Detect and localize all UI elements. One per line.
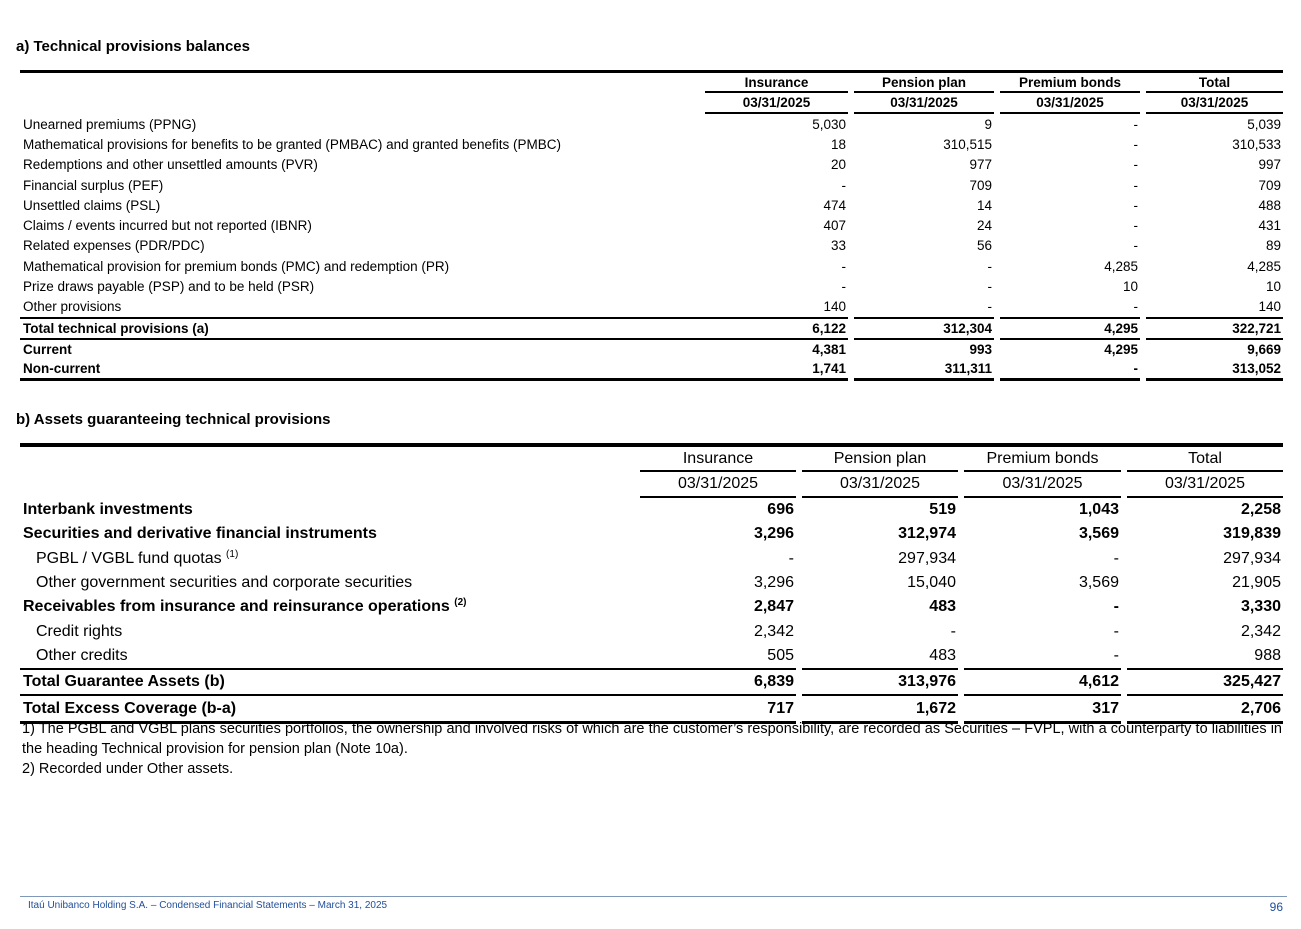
value-cell: 3,296 <box>753 574 794 592</box>
table-row <box>20 338 1283 359</box>
value-cell: 325,427 <box>1127 668 1283 694</box>
footer-divider <box>20 896 1287 897</box>
value-cell: 56 <box>976 238 992 254</box>
row-label <box>20 155 705 175</box>
footnote: 2) Recorded under Other assets. <box>22 761 234 777</box>
value-cell: 3,569 <box>1078 525 1119 543</box>
value-cell: 3,296 <box>753 525 794 543</box>
row-label-text: Claims / events incurred but not reported (IBNR) <box>23 218 312 234</box>
row-label-text: Total technical provisions (a) <box>23 320 209 336</box>
table-date-row <box>20 472 1283 498</box>
value-cell: 10 <box>1122 279 1138 295</box>
value-cell: 519 <box>929 501 956 519</box>
row-label <box>20 571 640 595</box>
table-header-row <box>20 73 1283 93</box>
value-cell: - <box>1133 218 1138 234</box>
table-row <box>20 134 1283 154</box>
value-cell: 297,934 <box>898 549 956 567</box>
footnotes <box>22 719 1282 779</box>
table-row <box>20 195 1283 215</box>
value-cell: - <box>987 258 992 274</box>
value-cell: 5,039 <box>1247 116 1281 132</box>
table-row <box>20 297 1283 317</box>
row-label <box>20 547 640 571</box>
value-cell: - <box>841 177 846 193</box>
row-label-text: Non-current <box>23 360 101 376</box>
row-label-text: Redemptions and other unsettled amounts (PVR) <box>23 157 318 173</box>
footnote-ref: (1) <box>226 548 239 560</box>
value-cell: 4,381 <box>705 338 848 359</box>
value-cell: - <box>1133 177 1138 193</box>
column-header: Insurance <box>640 447 796 472</box>
value-cell: 709 <box>969 177 992 193</box>
column-header: Premium bonds <box>964 447 1121 472</box>
row-label-text: Interbank investments <box>23 501 193 519</box>
page-number: 96 <box>1269 900 1283 914</box>
row-label <box>20 256 705 276</box>
value-cell: 313,976 <box>802 668 958 694</box>
value-cell: 310,533 <box>1232 136 1281 152</box>
value-cell: 14 <box>976 197 992 213</box>
value-cell: - <box>1113 598 1119 616</box>
row-label <box>20 215 705 235</box>
row-label <box>20 619 640 643</box>
table-row <box>20 215 1283 235</box>
value-cell: 311,311 <box>854 359 994 381</box>
value-cell: 474 <box>823 197 846 213</box>
value-cell: 2,258 <box>1240 501 1281 519</box>
footnote: 1) The PGBL and VGBL plans securities portfolios, the ownership and involved risks of which are the customer’s responsibility, are recorded as Securities – FVPL, with a counterparty to liabilities in the heading Technical provision for pension plan (Note 10a). <box>22 721 1282 757</box>
value-cell: - <box>841 279 846 295</box>
column-header: Total <box>1146 73 1283 93</box>
table-row <box>20 498 1283 522</box>
value-cell: 312,304 <box>854 317 994 338</box>
value-cell: 319,839 <box>1223 525 1281 543</box>
table-row <box>20 114 1283 134</box>
row-label-text: Financial surplus (PEF) <box>23 177 164 193</box>
value-cell: 4,285 <box>1247 258 1281 274</box>
row-label <box>20 317 705 338</box>
value-cell: 6,839 <box>640 668 796 694</box>
row-label-text: Other provisions <box>23 299 122 315</box>
footer-text: Itaú Unibanco Holding S.A. – Condensed Financial Statements – March 31, 2025 <box>28 900 388 911</box>
row-label-text: Total Excess Coverage (b-a) <box>23 699 237 717</box>
value-cell: - <box>1113 646 1119 664</box>
row-label <box>20 297 705 317</box>
value-cell: - <box>1133 136 1138 152</box>
value-cell: 312,974 <box>898 525 956 543</box>
value-cell: 2,847 <box>753 598 794 616</box>
value-cell: 21,905 <box>1232 574 1281 592</box>
column-header: Insurance <box>705 73 848 93</box>
value-cell: - <box>1113 622 1119 640</box>
value-cell: 313,052 <box>1146 359 1283 381</box>
row-label-text: Unsettled claims (PSL) <box>23 197 161 213</box>
value-cell: - <box>950 622 956 640</box>
value-cell: 4,285 <box>1104 258 1138 274</box>
value-cell: 15,040 <box>907 574 956 592</box>
value-cell: 505 <box>767 646 794 664</box>
table-row <box>20 256 1283 276</box>
value-cell: 4,612 <box>964 668 1121 694</box>
table-row <box>20 571 1283 595</box>
value-cell: 10 <box>1265 279 1281 295</box>
table-row <box>20 359 1283 381</box>
date-header: 03/31/2025 <box>705 93 848 114</box>
table-row <box>20 547 1283 571</box>
value-cell: 431 <box>1258 218 1281 234</box>
value-cell: 709 <box>1258 177 1281 193</box>
table-row <box>20 276 1283 296</box>
row-label <box>20 175 705 195</box>
table-row <box>20 175 1283 195</box>
value-cell: 4,295 <box>1000 338 1140 359</box>
row-label-text: Mathematical provision for premium bonds (PMC) and redemption (PR) <box>23 258 450 274</box>
table-row <box>20 619 1283 643</box>
value-cell: 140 <box>823 299 846 315</box>
value-cell: 2,342 <box>753 622 794 640</box>
section-a-title: a) Technical provisions balances <box>16 38 250 55</box>
value-cell: - <box>987 299 992 315</box>
column-header: Total <box>1127 447 1283 472</box>
value-cell: - <box>1133 197 1138 213</box>
table-row <box>20 644 1283 668</box>
value-cell: 717 <box>640 694 796 723</box>
value-cell: 18 <box>830 136 846 152</box>
value-cell: 322,721 <box>1146 317 1283 338</box>
value-cell: 977 <box>969 157 992 173</box>
table-row <box>20 317 1283 338</box>
table-header-row <box>20 447 1283 472</box>
date-header: 03/31/2025 <box>964 472 1121 498</box>
row-label-text: Other government securities and corporate securities <box>36 574 413 592</box>
value-cell: 1,672 <box>802 694 958 723</box>
value-cell: 488 <box>1258 197 1281 213</box>
value-cell: 696 <box>767 501 794 519</box>
value-cell: 4,295 <box>1000 317 1140 338</box>
value-cell: - <box>1133 157 1138 173</box>
column-header: Pension plan <box>802 447 958 472</box>
value-cell: 988 <box>1254 646 1281 664</box>
value-cell: - <box>1113 549 1119 567</box>
row-label <box>20 236 705 256</box>
value-cell: - <box>788 549 794 567</box>
row-label <box>20 114 705 134</box>
table-date-row <box>20 93 1283 114</box>
row-label <box>20 644 640 668</box>
column-header: Premium bonds <box>1000 73 1140 93</box>
row-label <box>20 276 705 296</box>
value-cell: 24 <box>976 218 992 234</box>
row-label-text: Receivables from insurance and reinsurance operations <box>23 598 450 616</box>
value-cell: 3,569 <box>1078 574 1119 592</box>
row-label-text: Securities and derivative financial instruments <box>23 525 377 543</box>
section-b-title: b) Assets guaranteeing technical provisions <box>16 411 331 428</box>
date-header: 03/31/2025 <box>802 472 958 498</box>
value-cell: 407 <box>823 218 846 234</box>
value-cell: - <box>1133 116 1138 132</box>
row-label-text: Other credits <box>36 646 128 664</box>
value-cell: 9 <box>984 116 992 132</box>
row-label-text: Mathematical provisions for benefits to be granted (PMBAC) and granted benefits (PMBC) <box>23 136 562 152</box>
row-label-text: Prize draws payable (PSP) and to be held (PSR) <box>23 279 315 295</box>
value-cell: 483 <box>929 598 956 616</box>
row-label-text: Related expenses (PDR/PDC) <box>23 238 205 254</box>
row-label <box>20 522 640 546</box>
value-cell: 6,122 <box>705 317 848 338</box>
table-row <box>20 522 1283 546</box>
value-cell: 20 <box>830 157 846 173</box>
column-header: Pension plan <box>854 73 994 93</box>
value-cell: 993 <box>854 338 994 359</box>
row-label <box>20 338 705 359</box>
value-cell: 310,515 <box>943 136 992 152</box>
row-label <box>20 595 640 619</box>
date-header: 03/31/2025 <box>1000 93 1140 114</box>
value-cell: - <box>841 258 846 274</box>
value-cell: 297,934 <box>1223 549 1281 567</box>
row-label-text: Current <box>23 341 72 357</box>
row-label-text: Unearned premiums (PPNG) <box>23 116 197 132</box>
value-cell: - <box>1133 238 1138 254</box>
value-cell: 1,043 <box>1078 501 1119 519</box>
table-row <box>20 155 1283 175</box>
value-cell: 2,706 <box>1127 694 1283 723</box>
footnote-ref: (2) <box>454 597 467 609</box>
row-label-text: Total Guarantee Assets (b) <box>23 673 225 691</box>
value-cell: 140 <box>1258 299 1281 315</box>
row-label-text: PGBL / VGBL fund quotas <box>36 549 222 567</box>
technical-provisions-table <box>20 70 1283 381</box>
value-cell: 33 <box>830 238 846 254</box>
row-label <box>20 359 705 381</box>
value-cell: 3,330 <box>1240 598 1281 616</box>
value-cell: 89 <box>1265 238 1281 254</box>
value-cell: 317 <box>964 694 1121 723</box>
date-header: 03/31/2025 <box>1127 472 1283 498</box>
value-cell: 2,342 <box>1240 622 1281 640</box>
guarantee-assets-table <box>20 443 1283 724</box>
row-label <box>20 668 640 694</box>
value-cell: 483 <box>929 646 956 664</box>
row-label-text: Credit rights <box>36 622 123 640</box>
row-label <box>20 134 705 154</box>
table-row <box>20 595 1283 619</box>
date-header: 03/31/2025 <box>854 93 994 114</box>
value-cell: 5,030 <box>812 116 846 132</box>
table-row <box>20 668 1283 694</box>
row-label <box>20 498 640 522</box>
value-cell: - <box>1133 299 1138 315</box>
value-cell: 1,741 <box>705 359 848 381</box>
value-cell: 997 <box>1258 157 1281 173</box>
value-cell: - <box>987 279 992 295</box>
date-header: 03/31/2025 <box>640 472 796 498</box>
date-header: 03/31/2025 <box>1146 93 1283 114</box>
value-cell: 9,669 <box>1146 338 1283 359</box>
value-cell: - <box>1000 359 1140 381</box>
row-label <box>20 195 705 215</box>
table-row <box>20 236 1283 256</box>
